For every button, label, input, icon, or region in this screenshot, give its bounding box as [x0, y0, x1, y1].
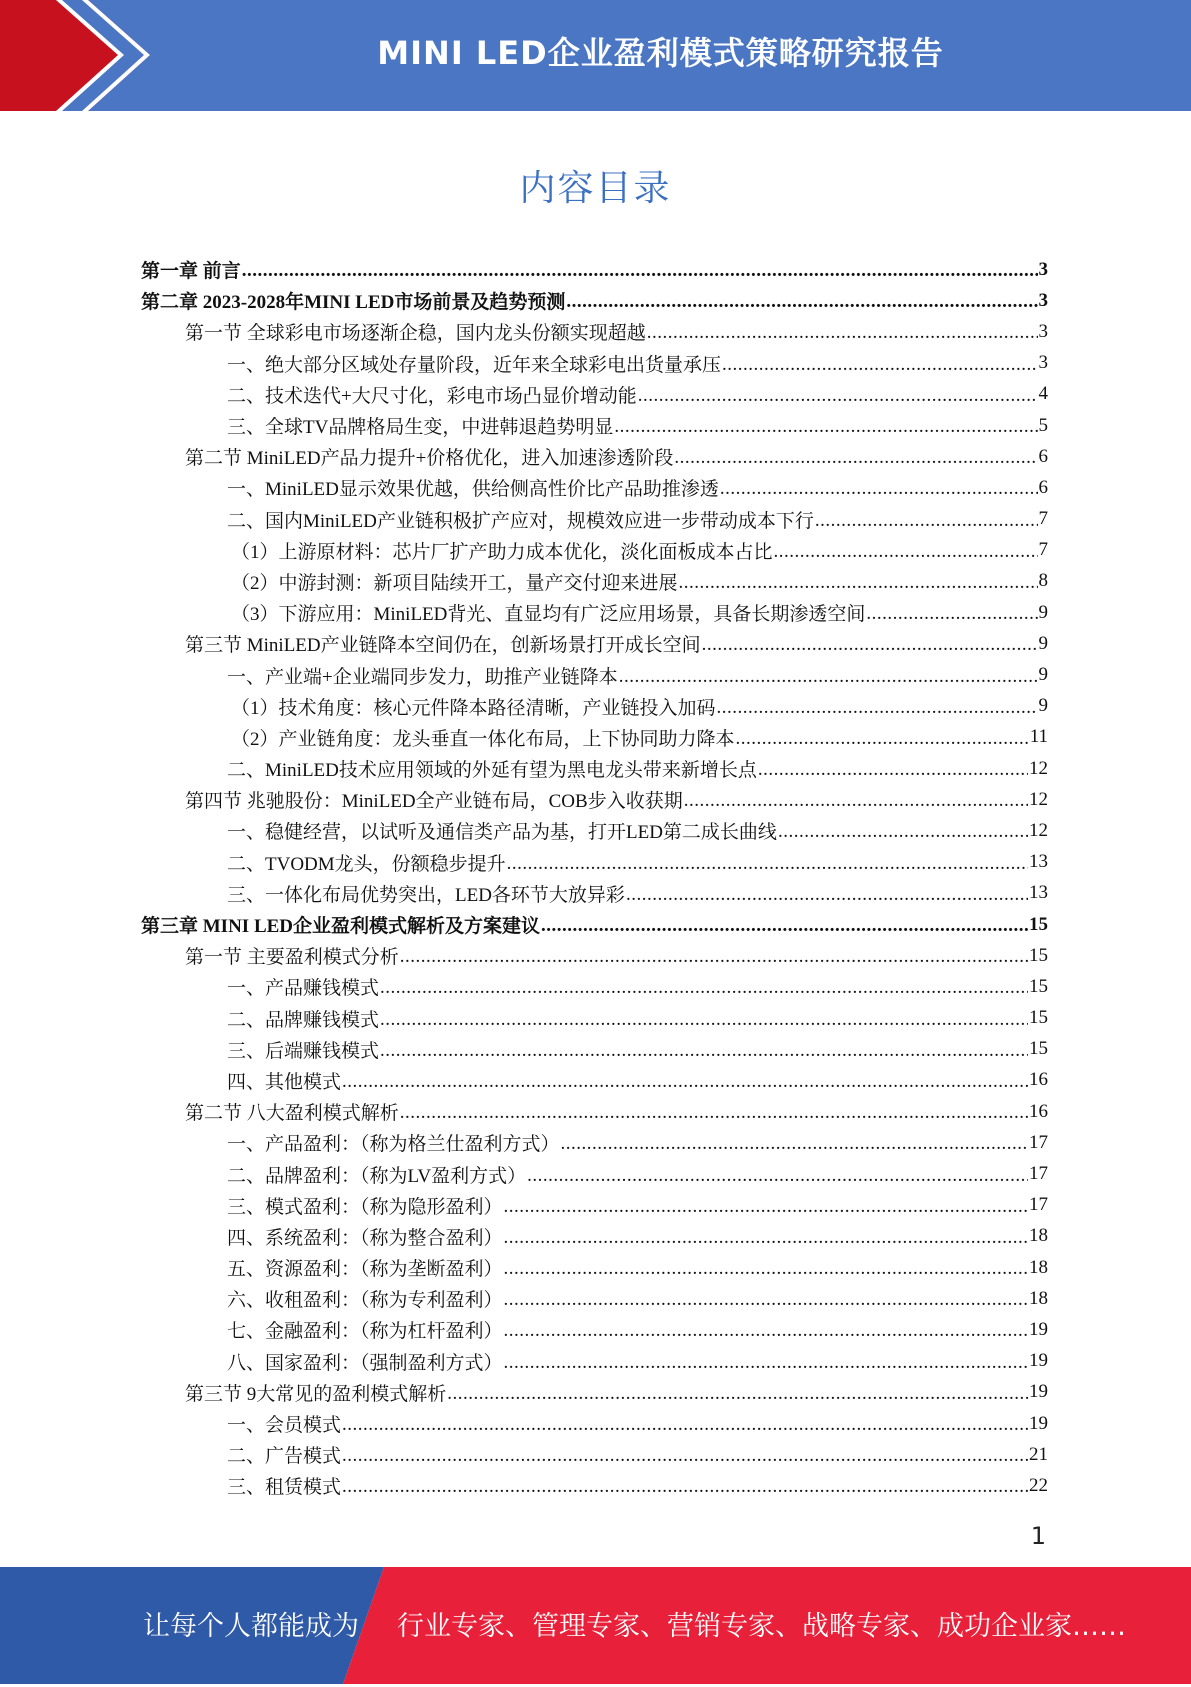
toc-entry-text: 一、会员模式 — [227, 1415, 342, 1437]
toc-dot-leader — [507, 854, 1028, 873]
toc-entry-text: 一、产品赚钱模式 — [227, 978, 380, 1000]
toc-entry[interactable] — [141, 1003, 1048, 1034]
toc-entry-page: 19 — [1029, 1412, 1048, 1434]
toc-dot-leader — [702, 635, 1038, 654]
toc-entry-text: 四、系统盈利：（称为整合盈利） — [227, 1227, 503, 1249]
page-header — [0, 0, 1191, 111]
toc-entry-page: 17 — [1029, 1131, 1048, 1153]
toc-entry-text: 第三节 9大常见的盈利模式解析 — [185, 1383, 447, 1405]
toc-entry-text: （2）中游封测：新项目陆续开工，量产交付迎来进展 — [231, 572, 678, 594]
toc-entry-text: 五、资源盈利：（称为垄断盈利） — [227, 1259, 503, 1281]
toc-entry[interactable] — [141, 971, 1048, 1002]
toc-dot-leader — [717, 698, 1038, 717]
toc-entry-text: 第二节 MiniLED产品力提升+价格优化，进入加速渗透阶段 — [185, 448, 674, 470]
toc-entry[interactable] — [141, 1096, 1048, 1127]
toc-entry[interactable] — [141, 691, 1048, 722]
toc-entry-text: （3）下游应用：MiniLED背光、直显均有广泛应用场景，具备长期渗透空间 — [231, 604, 866, 626]
toc-entry-text: 三、模式盈利：（称为隐形盈利） — [227, 1196, 503, 1218]
toc-entry-text: 第一节 主要盈利模式分析 — [185, 947, 399, 969]
footer-slogan-right: 行业专家、管理专家、营销专家、战略专家、成功企业家…… — [397, 1611, 1126, 1642]
toc-entry-page: 15 — [1029, 1007, 1048, 1029]
toc-dot-leader — [242, 261, 1038, 280]
toc-entry-page: 16 — [1029, 1100, 1048, 1122]
toc-entry[interactable] — [141, 535, 1048, 566]
toc-dot-leader — [815, 511, 1038, 530]
toc-dot-leader — [504, 1353, 1028, 1372]
toc-dot-leader — [380, 978, 1028, 997]
toc-entry[interactable] — [141, 815, 1048, 846]
toc-entry-text: 三、后端赚钱模式 — [227, 1040, 380, 1062]
toc-entry-text: 二、品牌赚钱模式 — [227, 1009, 380, 1031]
toc-dot-leader — [342, 1072, 1028, 1091]
toc-entry[interactable] — [141, 597, 1048, 628]
toc-dot-leader — [674, 448, 1037, 467]
toc-dot-leader — [380, 1041, 1028, 1060]
toc-entry-text: 二、品牌盈利：（称为LV盈利方式） — [227, 1165, 527, 1187]
toc-heading: 内容目录 — [519, 168, 672, 209]
toc-entry-page: 5 — [1038, 414, 1048, 436]
toc-dot-leader — [527, 1166, 1028, 1185]
toc-entry[interactable] — [141, 285, 1048, 316]
toc-entry[interactable] — [141, 1034, 1048, 1065]
toc-entry-page: 7 — [1038, 508, 1048, 530]
toc-entry[interactable] — [141, 1377, 1048, 1408]
toc-entry[interactable] — [141, 504, 1048, 535]
toc-dot-leader — [778, 822, 1028, 841]
report-title: MINI LED企业盈利模式策略研究报告 — [377, 34, 944, 72]
toc-entry[interactable] — [141, 472, 1048, 503]
toc-dot-leader — [647, 323, 1038, 342]
toc-entry-page: 9 — [1038, 632, 1048, 654]
toc-entry-text: 一、绝大部分区域处存量阶段，近年来全球彩电出货量承压 — [227, 354, 722, 376]
toc-dot-leader — [400, 947, 1028, 966]
toc-entry-page: 19 — [1029, 1318, 1048, 1340]
toc-entry[interactable] — [141, 784, 1048, 815]
toc-entry[interactable] — [141, 628, 1048, 659]
toc-entry-page: 18 — [1029, 1287, 1048, 1309]
toc-entry[interactable] — [141, 316, 1048, 347]
table-of-contents — [141, 254, 1048, 1502]
toc-entry-page: 15 — [1029, 913, 1048, 935]
toc-entry-page: 13 — [1029, 851, 1048, 873]
toc-dot-leader — [400, 1103, 1028, 1122]
toc-dot-leader — [720, 479, 1038, 498]
toc-dot-leader — [342, 1477, 1028, 1496]
toc-entry[interactable] — [141, 1065, 1048, 1096]
toc-entry-page: 6 — [1038, 445, 1048, 467]
toc-entry-page: 3 — [1038, 258, 1048, 280]
toc-entry-text: 第一章 前言 — [141, 261, 241, 283]
toc-entry-text: 八、国家盈利：（强制盈利方式） — [227, 1352, 503, 1374]
toc-entry-text: 二、技术迭代+大尺寸化，彩电市场凸显价增动能 — [227, 385, 637, 407]
toc-entry[interactable] — [141, 566, 1048, 597]
toc-dot-leader — [614, 417, 1037, 436]
toc-entry[interactable] — [141, 1346, 1048, 1377]
toc-dot-leader — [684, 791, 1028, 810]
toc-entry[interactable] — [141, 1127, 1048, 1158]
toc-entry[interactable] — [141, 847, 1048, 878]
toc-entry[interactable] — [141, 878, 1048, 909]
toc-dot-leader — [380, 1010, 1028, 1029]
toc-entry-page: 16 — [1029, 1069, 1048, 1091]
toc-entry-text: 一、稳健经营，以试听及通信类产品为基，打开LED第二成长曲线 — [227, 822, 777, 844]
toc-entry-page: 15 — [1029, 1038, 1048, 1060]
toc-entry-text: 第二节 八大盈利模式解析 — [185, 1103, 399, 1125]
toc-dot-leader — [342, 1446, 1028, 1465]
toc-dot-leader — [504, 1321, 1028, 1340]
toc-entry-page: 3 — [1038, 352, 1048, 374]
toc-entry-text: 六、收租盈利：（称为专利盈利） — [227, 1290, 503, 1312]
toc-entry-page: 19 — [1029, 1350, 1048, 1372]
toc-entry[interactable] — [141, 1252, 1048, 1283]
toc-entry[interactable] — [141, 909, 1048, 940]
toc-entry-text: （1）上游原材料：芯片厂扩产助力成本优化，淡化面板成本占比 — [231, 541, 773, 563]
toc-entry[interactable] — [141, 348, 1048, 379]
toc-dot-leader — [504, 1259, 1028, 1278]
toc-entry-text: （2）产业链角度：龙头垂直一体化布局，上下协同助力降本 — [231, 728, 735, 750]
toc-dot-leader — [722, 355, 1037, 374]
toc-entry-text: 一、MiniLED显示效果优越，供给侧高性价比产品助推渗透 — [227, 479, 719, 501]
toc-entry-page: 9 — [1038, 601, 1048, 623]
toc-entry-page: 7 — [1038, 539, 1048, 561]
toc-dot-leader — [504, 1290, 1028, 1309]
toc-entry-page: 6 — [1038, 476, 1048, 498]
toc-dot-leader — [638, 386, 1038, 405]
toc-entry-text: 三、全球TV品牌格局生变，中进韩退趋势明显 — [227, 417, 614, 439]
toc-entry-text: 四、其他模式 — [227, 1071, 342, 1093]
toc-entry-page: 12 — [1029, 788, 1048, 810]
toc-entry-text: 第三节 MiniLED产业链降本空间仍在，创新场景打开成长空间 — [185, 635, 701, 657]
toc-entry-page: 17 — [1029, 1194, 1048, 1216]
toc-dot-leader — [679, 573, 1038, 592]
toc-dot-leader — [626, 885, 1028, 904]
toc-entry-page: 3 — [1038, 289, 1048, 311]
toc-entry-page: 21 — [1029, 1443, 1048, 1465]
toc-entry[interactable] — [141, 659, 1048, 690]
toc-entry-text: 第四节 兆驰股份：MiniLED全产业链布局，COB步入收获期 — [185, 791, 683, 813]
toc-entry[interactable] — [141, 254, 1048, 285]
toc-entry-page: 18 — [1029, 1225, 1048, 1247]
toc-entry-page: 22 — [1029, 1474, 1048, 1496]
toc-entry[interactable] — [141, 410, 1048, 441]
toc-entry-page: 13 — [1029, 882, 1048, 904]
toc-entry-page: 3 — [1038, 320, 1048, 342]
toc-entry[interactable] — [141, 1158, 1048, 1189]
toc-dot-leader — [504, 1197, 1028, 1216]
toc-dot-leader — [342, 1415, 1028, 1434]
toc-entry[interactable] — [141, 1190, 1048, 1221]
footer-slogan-left: 让每个人都能成为 — [143, 1611, 359, 1642]
toc-entry-page: 12 — [1029, 819, 1048, 841]
toc-entry-page: 9 — [1038, 664, 1048, 686]
toc-entry[interactable] — [141, 1283, 1048, 1314]
toc-entry-page: 4 — [1038, 383, 1048, 405]
toc-entry-page: 18 — [1029, 1256, 1048, 1278]
toc-entry-text: 二、TVODM龙头，份额稳步提升 — [227, 853, 506, 875]
toc-entry[interactable] — [141, 1408, 1048, 1439]
toc-entry[interactable] — [141, 1439, 1048, 1470]
toc-entry[interactable] — [141, 1221, 1048, 1252]
toc-entry[interactable] — [141, 940, 1048, 971]
toc-dot-leader — [561, 1134, 1028, 1153]
toc-entry-page: 15 — [1029, 944, 1048, 966]
toc-entry[interactable] — [141, 1470, 1048, 1501]
toc-dot-leader — [774, 542, 1038, 561]
toc-dot-leader — [866, 604, 1037, 623]
page-footer — [0, 1567, 1191, 1684]
toc-entry[interactable] — [141, 379, 1048, 410]
toc-entry-text: 三、租赁模式 — [227, 1477, 342, 1499]
toc-entry-text: 二、广告模式 — [227, 1446, 342, 1468]
toc-entry[interactable] — [141, 753, 1048, 784]
toc-entry-text: 二、国内MiniLED产业链积极扩产应对，规模效应进一步带动成本下行 — [227, 510, 814, 532]
toc-entry-page: 17 — [1029, 1163, 1048, 1185]
toc-dot-leader — [447, 1384, 1028, 1403]
toc-entry-page: 8 — [1038, 570, 1048, 592]
toc-dot-leader — [736, 729, 1029, 748]
toc-entry[interactable] — [141, 1314, 1048, 1345]
toc-entry-page: 9 — [1038, 695, 1048, 717]
toc-entry[interactable] — [141, 722, 1048, 753]
toc-entry-text: 第三章 MINI LED企业盈利模式解析及方案建议 — [141, 916, 541, 938]
toc-dot-leader — [566, 292, 1037, 311]
toc-entry-text: 第一节 全球彩电市场逐渐企稳，国内龙头份额实现超越 — [185, 323, 646, 345]
toc-dot-leader — [504, 1228, 1028, 1247]
page-number: 1 — [1030, 1522, 1046, 1550]
toc-dot-leader — [619, 667, 1038, 686]
toc-entry-text: 三、一体化布局优势突出，LED各环节大放异彩 — [227, 884, 625, 906]
toc-entry-text: 一、产品盈利：（称为格兰仕盈利方式） — [227, 1134, 560, 1156]
toc-entry-text: （1）技术角度：核心元件降本路径清晰，产业链投入加码 — [231, 697, 716, 719]
toc-entry-page: 19 — [1029, 1381, 1048, 1403]
toc-entry-page: 15 — [1029, 975, 1048, 997]
toc-entry-text: 一、产业端+企业端同步发力，助推产业链降本 — [227, 666, 618, 688]
toc-entry-page: 11 — [1029, 726, 1048, 748]
toc-dot-leader — [541, 916, 1028, 935]
toc-dot-leader — [758, 760, 1028, 779]
toc-entry[interactable] — [141, 441, 1048, 472]
toc-entry-page: 12 — [1029, 757, 1048, 779]
toc-entry-text: 第二章 2023-2028年MINI LED市场前景及趋势预测 — [141, 292, 566, 314]
toc-entry-text: 七、金融盈利：（称为杠杆盈利） — [227, 1321, 503, 1343]
toc-entry-text: 二、MiniLED技术应用领域的外延有望为黑电龙头带来新增长点 — [227, 760, 757, 782]
